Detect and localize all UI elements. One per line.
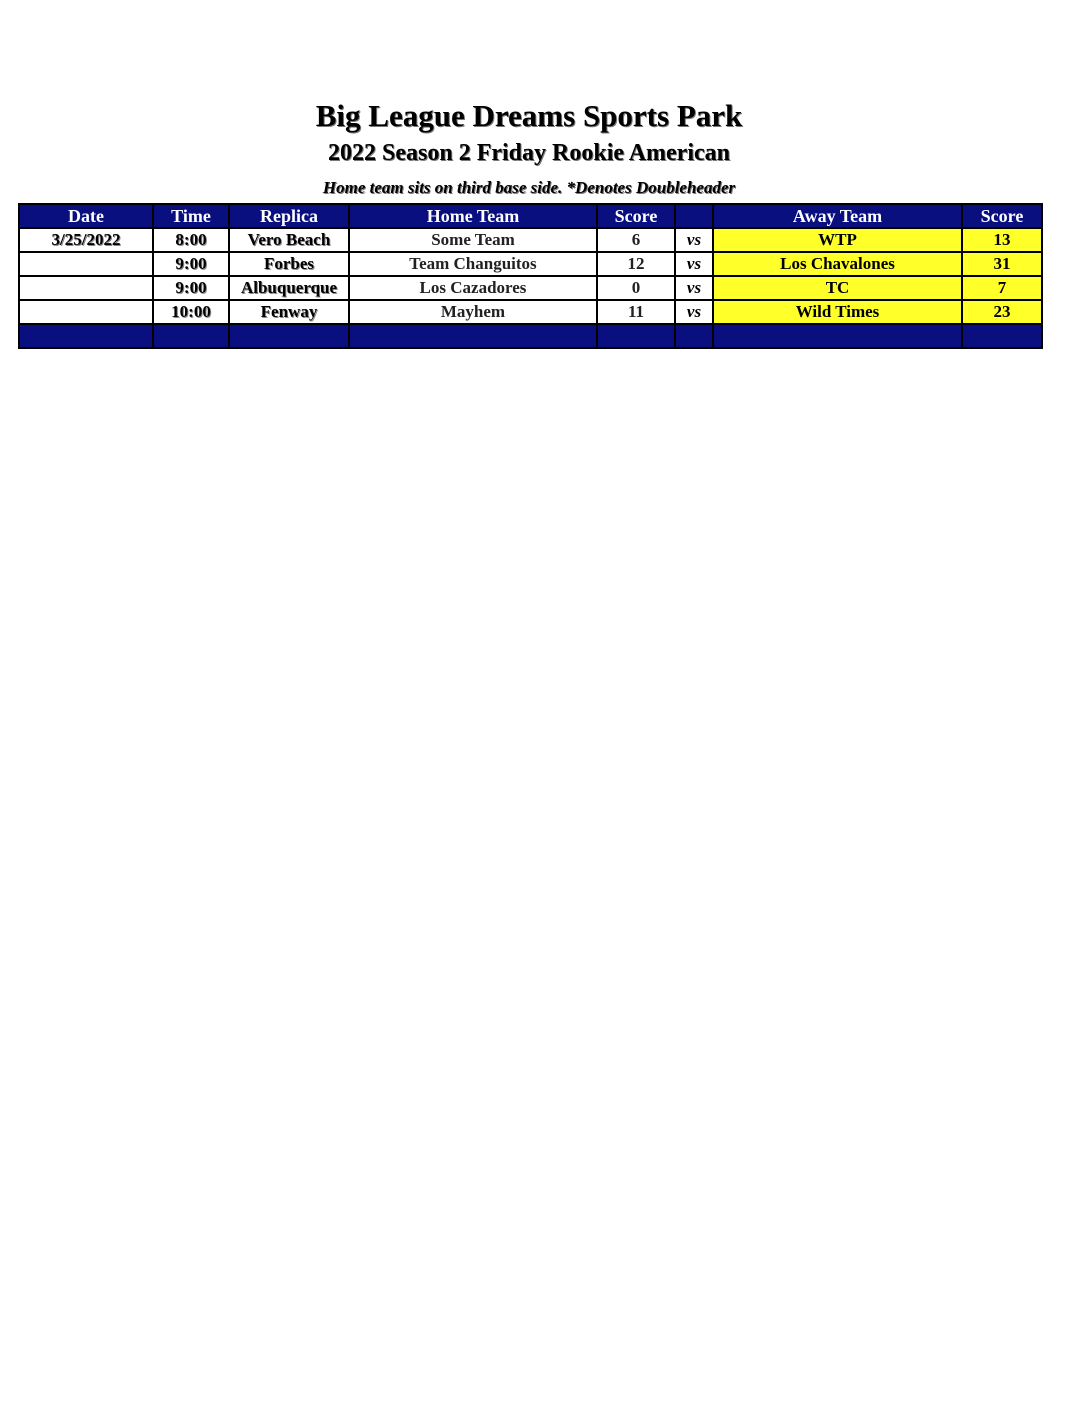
vs-label: vs — [675, 228, 713, 252]
footer-cell — [597, 324, 675, 348]
column-header-replica: Replica — [229, 204, 349, 228]
game-date: 3/25/2022 — [19, 228, 153, 252]
column-header-away-team: Away Team — [713, 204, 962, 228]
game-date — [19, 300, 153, 324]
game-time: 9:00 — [153, 252, 229, 276]
table-header-row — [19, 204, 1042, 228]
column-header-vs — [675, 204, 713, 228]
game-time: 9:00 — [153, 276, 229, 300]
schedule-table — [18, 203, 1043, 349]
vs-label: vs — [675, 276, 713, 300]
game-replica: Vero Beach — [229, 228, 349, 252]
home-team: Mayhem — [349, 300, 597, 324]
footer-cell — [713, 324, 962, 348]
away-team: TC — [713, 276, 962, 300]
away-score: 23 — [962, 300, 1042, 324]
table-footer-row — [19, 324, 1042, 348]
page-title: Big League Dreams Sports Park — [315, 98, 743, 133]
away-score: 31 — [962, 252, 1042, 276]
game-replica: Forbes — [229, 252, 349, 276]
column-header-away-score: Score — [962, 204, 1042, 228]
page-subtitle: 2022 Season 2 Friday Rookie American — [328, 140, 730, 166]
vs-label: vs — [675, 252, 713, 276]
table-row — [19, 252, 1042, 276]
away-team: Los Chavalones — [713, 252, 962, 276]
game-date — [19, 276, 153, 300]
home-team: Team Changuitos — [349, 252, 597, 276]
table-row — [19, 228, 1042, 252]
vs-label: vs — [675, 300, 713, 324]
away-score: 7 — [962, 276, 1042, 300]
schedule-note: Home team sits on third base side. *Denotes Doubleheader — [322, 178, 736, 197]
footer-cell — [153, 324, 229, 348]
game-time: 8:00 — [153, 228, 229, 252]
home-score: 6 — [597, 228, 675, 252]
home-score: 12 — [597, 252, 675, 276]
footer-cell — [229, 324, 349, 348]
away-score: 13 — [962, 228, 1042, 252]
away-team: WTP — [713, 228, 962, 252]
footer-cell — [962, 324, 1042, 348]
table-row — [19, 300, 1042, 324]
footer-cell — [19, 324, 153, 348]
game-time: 10:00 — [153, 300, 229, 324]
column-header-home-team: Home Team — [349, 204, 597, 228]
game-date — [19, 252, 153, 276]
column-header-home-score: Score — [597, 204, 675, 228]
table-row — [19, 276, 1042, 300]
away-team: Wild Times — [713, 300, 962, 324]
game-replica: Fenway — [229, 300, 349, 324]
column-header-time: Time — [153, 204, 229, 228]
home-score: 11 — [597, 300, 675, 324]
home-score: 0 — [597, 276, 675, 300]
footer-cell — [349, 324, 597, 348]
footer-cell — [675, 324, 713, 348]
home-team: Los Cazadores — [349, 276, 597, 300]
column-header-date: Date — [19, 204, 153, 228]
game-replica: Albuquerque — [229, 276, 349, 300]
home-team: Some Team — [349, 228, 597, 252]
